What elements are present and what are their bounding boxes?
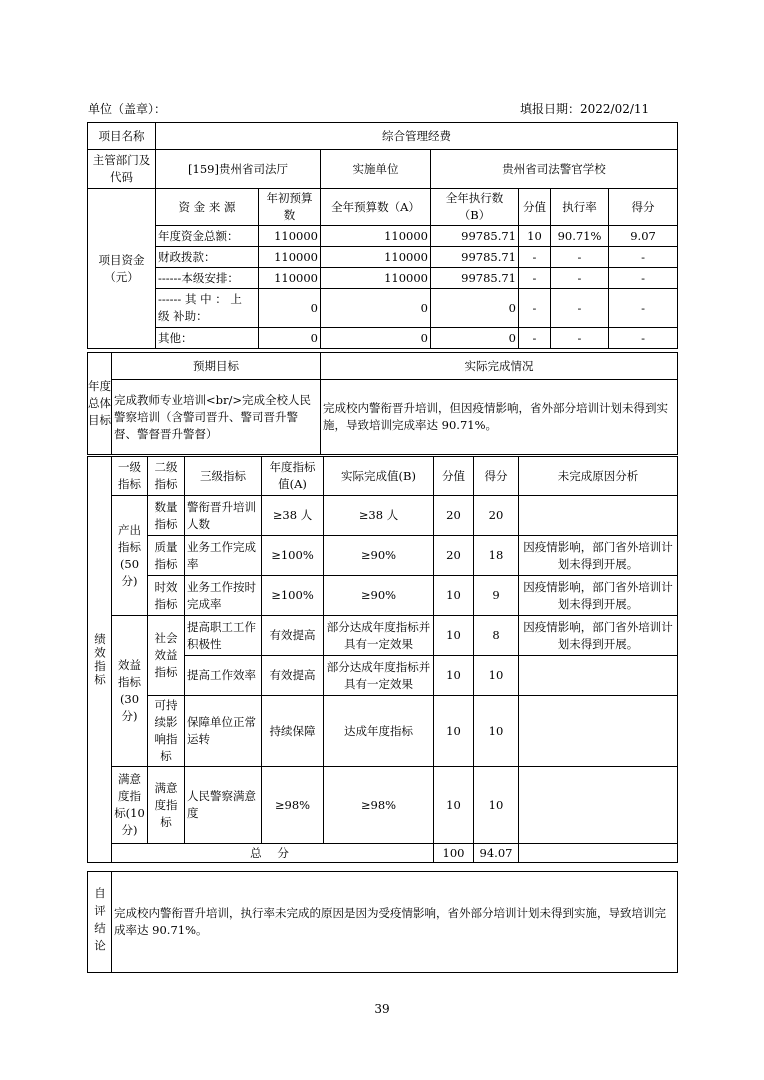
impl-label: 实施单位 (321, 150, 431, 189)
perf-group-benefit: 效益指标(30 分) (112, 616, 148, 767)
funds-row (88, 289, 678, 328)
perf-header-actual: 实际完成值(B) (324, 457, 434, 496)
fund-init: 110000 (259, 247, 321, 268)
total-blank (519, 844, 678, 863)
actual-goal-label: 实际完成情况 (321, 353, 678, 380)
project-funds-table (87, 122, 677, 349)
fund-annual: 0 (321, 328, 431, 349)
perf-level2: 社会效益指标 (148, 616, 185, 696)
perf-score-val: 20 (434, 496, 474, 536)
perf-target: ≥98% (262, 767, 324, 844)
conclusion-label: 自评结论 (88, 872, 112, 973)
perf-level2: 可持续影响指标 (148, 696, 185, 767)
fund-score: - (609, 247, 678, 268)
unit-label: 单位（盖章）： (88, 102, 167, 116)
perf-actual: 部分达成年度指标并具有一定效果 (324, 616, 434, 656)
perf-level3: 人民警察满意度 (185, 767, 262, 844)
fund-init: 110000 (259, 226, 321, 247)
perf-level3: 保障单位正常运转 (185, 696, 262, 767)
perf-level3: 警衔晋升培训人数 (185, 496, 262, 536)
total-label: 总 分 (112, 844, 434, 863)
fund-annual: 0 (321, 289, 431, 328)
funds-header-source: 资 金 来 源 (156, 189, 259, 226)
perf-actual: ≥38 人 (324, 496, 434, 536)
fund-score-val: - (519, 289, 551, 328)
perf-row (88, 767, 678, 844)
perf-group-satisfaction: 满意度指标(10分) (112, 767, 148, 844)
perf-level2: 数量指标 (148, 496, 185, 536)
perf-score-val: 10 (434, 576, 474, 616)
funds-header-score: 得分 (609, 189, 678, 226)
perf-header-level3: 三级指标 (185, 457, 262, 496)
fund-annual: 110000 (321, 247, 431, 268)
expected-goal-text: 完成教师专业培训<br/>完成全校人民警察培训（含警司晋升、警司晋升警督、警督晋升警督） (112, 380, 321, 455)
perf-header-reason: 未完成原因分析 (519, 457, 678, 496)
total-score: 94.07 (474, 844, 519, 863)
perf-row (88, 696, 678, 767)
fund-source: 其他： (156, 328, 259, 349)
perf-reason (519, 696, 678, 767)
conclusion-table (87, 871, 677, 973)
fund-source: ------本级安排： (156, 268, 259, 289)
perf-score: 18 (474, 536, 519, 576)
perf-reason (519, 496, 678, 536)
perf-level3: 业务工作完成率 (185, 536, 262, 576)
perf-level3: 提高工作效率 (185, 656, 262, 696)
fund-init: 110000 (259, 268, 321, 289)
perf-score: 8 (474, 616, 519, 656)
funds-header-score-val: 分值 (519, 189, 551, 226)
perf-score: 10 (474, 696, 519, 767)
fund-score-val: - (519, 328, 551, 349)
fund-score-val: - (519, 268, 551, 289)
perf-target: 有效提高 (262, 656, 324, 696)
perf-actual: 部分达成年度指标并具有一定效果 (324, 656, 434, 696)
perf-section-label: 绩效指标 (88, 457, 112, 863)
perf-target: 持续保障 (262, 696, 324, 767)
fund-source: 财政拨款： (156, 247, 259, 268)
perf-actual: ≥90% (324, 576, 434, 616)
perf-target: ≥100% (262, 536, 324, 576)
fund-score-val: - (519, 247, 551, 268)
fund-init: 0 (259, 289, 321, 328)
fund-exec: 0 (431, 289, 519, 328)
perf-reason (519, 656, 678, 696)
perf-row (88, 496, 678, 536)
perf-score-val: 10 (434, 767, 474, 844)
perf-header-level1: 一级指标 (112, 457, 148, 496)
fund-rate: - (551, 268, 609, 289)
report-date: 填报日期：2022/02/11 (520, 102, 650, 116)
funds-header-annual: 全年预算数（A） (321, 189, 431, 226)
total-row (88, 844, 678, 863)
perf-level3: 提高职工工作积极性 (185, 616, 262, 656)
perf-score: 9 (474, 576, 519, 616)
goals-section-label: 年度总体目标 (88, 353, 112, 455)
fund-score: - (609, 289, 678, 328)
fund-score-val: 10 (519, 226, 551, 247)
perf-level3: 业务工作按时完成率 (185, 576, 262, 616)
perf-header-score: 得分 (474, 457, 519, 496)
funds-header-init: 年初预算数 (259, 189, 321, 226)
funds-header-exec: 全年执行数（B） (431, 189, 519, 226)
perf-score: 10 (474, 767, 519, 844)
funds-row (88, 268, 678, 289)
perf-row (88, 536, 678, 576)
fund-rate: - (551, 328, 609, 349)
perf-target: ≥38 人 (262, 496, 324, 536)
fund-rate: - (551, 289, 609, 328)
funds-row (88, 226, 678, 247)
perf-score-val: 10 (434, 656, 474, 696)
perf-score-val: 20 (434, 536, 474, 576)
fund-exec: 0 (431, 328, 519, 349)
fund-init: 0 (259, 328, 321, 349)
total-score-val: 100 (434, 844, 474, 863)
dept-value: [159]贵州省司法厅 (156, 150, 321, 189)
perf-reason: 因疫情影响，部门省外培训计划未得到开展。 (519, 576, 678, 616)
perf-target: ≥100% (262, 576, 324, 616)
funds-row (88, 328, 678, 349)
fund-score: - (609, 328, 678, 349)
perf-level2: 时效指标 (148, 576, 185, 616)
perf-actual: ≥90% (324, 536, 434, 576)
perf-header-target: 年度指标值(A) (262, 457, 324, 496)
impl-value: 贵州省司法警官学校 (431, 150, 678, 189)
perf-header-level2: 二级指标 (148, 457, 185, 496)
perf-row (88, 576, 678, 616)
fund-rate: 90.71% (551, 226, 609, 247)
funds-row (88, 247, 678, 268)
perf-group-output: 产出指标(50 分) (112, 496, 148, 616)
fund-score: 9.07 (609, 226, 678, 247)
fund-source: 年度资金总额： (156, 226, 259, 247)
perf-actual: ≥98% (324, 767, 434, 844)
conclusion-text: 完成校内警衔晋升培训，执行率未完成的原因是因为受疫情影响，省外部分培训计划未得到实施，导致培训完成率达 90.71%。 (112, 872, 678, 973)
page-number: 39 (374, 1002, 390, 1016)
perf-level2: 满意度指标 (148, 767, 185, 844)
fund-score: - (609, 268, 678, 289)
fund-rate: - (551, 247, 609, 268)
perf-reason (519, 767, 678, 844)
perf-actual: 达成年度指标 (324, 696, 434, 767)
perf-reason: 因疫情影响，部门省外培训计划未得到开展。 (519, 616, 678, 656)
fund-source: ------ 其 中 ： 上 级 补助： (156, 289, 259, 328)
fund-exec: 99785.71 (431, 268, 519, 289)
performance-table (87, 456, 677, 863)
perf-score: 20 (474, 496, 519, 536)
actual-goal-text: 完成校内警衔晋升培训，但因疫情影响，省外部分培训计划未得到实施，导致培训完成率达 90.71%。 (321, 380, 678, 455)
perf-target: 有效提高 (262, 616, 324, 656)
project-name-value: 综合管理经费 (156, 123, 678, 150)
expected-goal-label: 预期目标 (112, 353, 321, 380)
project-name-label: 项目名称 (88, 123, 156, 150)
fund-exec: 99785.71 (431, 247, 519, 268)
perf-score: 10 (474, 656, 519, 696)
perf-header-score-val: 分值 (434, 457, 474, 496)
perf-row (88, 616, 678, 656)
perf-reason: 因疫情影响，部门省外培训计划未得到开展。 (519, 536, 678, 576)
funds-header-rate: 执行率 (551, 189, 609, 226)
annual-goals-table (87, 352, 677, 455)
fund-annual: 110000 (321, 268, 431, 289)
perf-score-val: 10 (434, 616, 474, 656)
perf-score-val: 10 (434, 696, 474, 767)
dept-label: 主管部门及代码 (88, 150, 156, 189)
perf-level2: 质量指标 (148, 536, 185, 576)
fund-exec: 99785.71 (431, 226, 519, 247)
fund-annual: 110000 (321, 226, 431, 247)
funds-section-label: 项目资金（元） (88, 189, 156, 349)
